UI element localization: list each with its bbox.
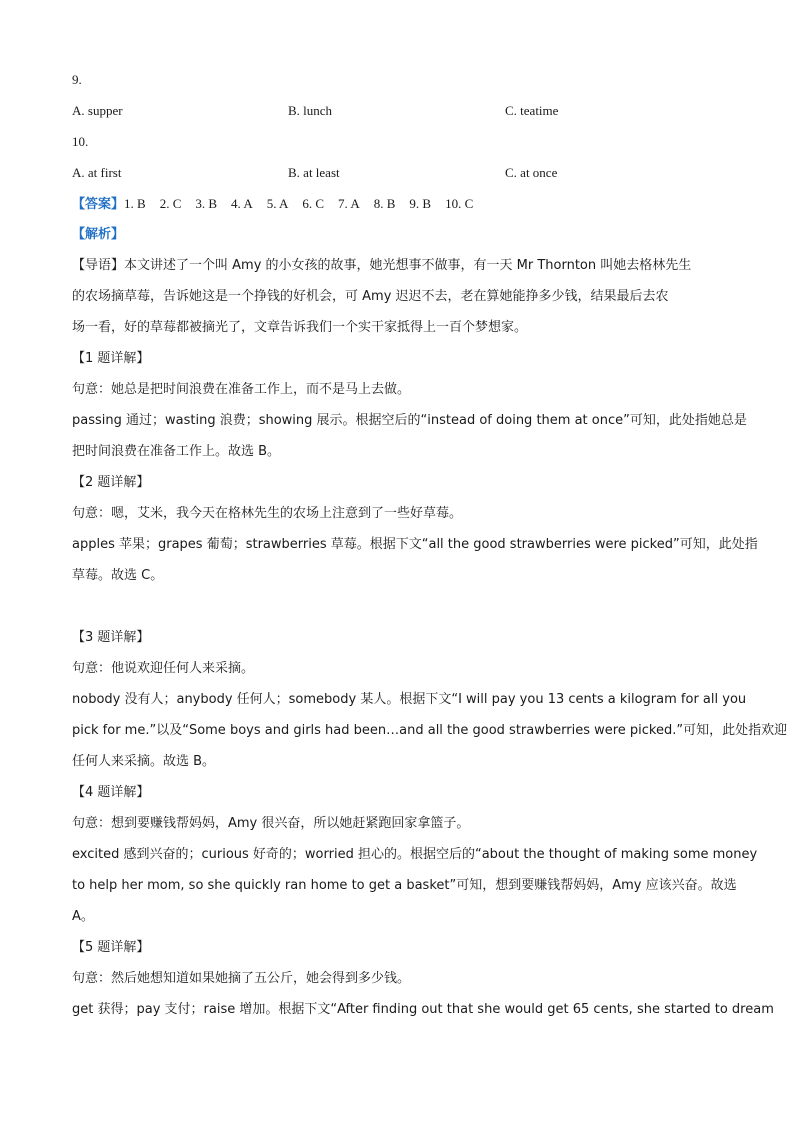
answer-item: 1. B [124,196,146,211]
detail-line: 把时间浪费在准备工作上。故选 B。 [72,444,281,459]
answer-item: 9. B [409,196,432,211]
answer-key [72,188,722,219]
question-10-options [72,157,722,188]
detail-line: apples 苹果；grapes 葡萄；strawberries 草莓。根据下文“all the good strawberries were picked”可知，此处指 [72,537,758,552]
question-10-number: 10. [72,134,89,149]
spacer [72,591,722,622]
detail-line: excited 感到兴奋的；curious 好奇的；worried 担心的。根据空后的“about the thought of making some money [72,847,758,862]
detail-line: pick for me.”以及“Some boys and girls had been…and all the good strawberries were picked.”可知，此处指欢迎 [72,723,788,738]
detail-line: A。 [72,909,94,924]
detail-line: 句意：他说欢迎任何人来采摘。 [72,661,255,676]
detail-line: to help her mom, so she quickly ran home to get a basket”可知，想到要赚钱帮妈妈，Amy 应该兴奋。故选 [72,878,737,893]
answer-item: 8. B [373,196,396,211]
detail-line: 句意：想到要赚钱帮妈妈，Amy 很兴奋，所以她赶紧跑回家拿篮子。 [72,816,470,831]
option-c: C. at once [505,165,558,180]
detail-line: nobody 没有人；anybody 任何人；somebody 某人。根据下文“I will pay you 13 cents a kilogram for all you [72,692,747,707]
option-b: B. lunch [288,103,333,118]
detail-line: 句意：她总是把时间浪费在准备工作上，而不是马上去做。 [72,382,411,397]
detail-line: get 获得；pay 支付；raise 增加。根据下文“After finding out that she would get 65 cents, she started to dream [72,1002,774,1017]
answer-item: 7. A [338,196,360,211]
detail-line: passing 通过；wasting 浪费；showing 展示。根据空后的“instead of doing them at once”可知，此处指她总是 [72,413,747,428]
answer-item: 4. A [231,196,253,211]
answer-label: 【答案】 [72,197,125,212]
answer-item: 2. C [159,196,182,211]
intro-line: 的农场摘草莓，告诉她这是一个挣钱的好机会，可 Amy 迟迟不去，老在算她能挣多少钱，结果最后去农 [72,289,669,304]
detail-heading: 【3 题详解】 [72,630,150,645]
detail-line: 草莓。故选 C。 [72,568,164,583]
answer-item: 10. C [445,196,474,211]
question-9-options [72,95,722,126]
detail-heading: 【4 题详解】 [72,785,150,800]
answer-item: 5. A [266,196,289,211]
option-c: C. teatime [505,103,559,118]
detail-heading: 【1 题详解】 [72,351,150,366]
intro-line: 【导语】本文讲述了一个叫 Amy 的小女孩的故事，她光想事不做事，有一天 Mr Thornton 叫她去格林先生 [72,258,692,273]
option-a: A. at first [72,165,122,180]
option-b: B. at least [288,165,340,180]
detail-line: 任何人来采摘。故选 B。 [72,754,216,769]
answer-item: 6. C [302,196,325,211]
question-9-number: 9. [72,72,82,87]
analysis-label: 【解析】 [72,227,125,242]
detail-line: 句意：嗯，艾米，我今天在格林先生的农场上注意到了一些好草莓。 [72,506,463,521]
detail-heading: 【5 题详解】 [72,940,150,955]
detail-heading: 【2 题详解】 [72,475,150,490]
answer-item: 3. B [195,196,218,211]
option-a: A. supper [72,103,123,118]
document-page [72,64,788,1025]
intro-line: 场一看，好的草莓都被摘光了，文章告诉我们一个实干家抵得上一百个梦想家。 [72,320,528,335]
detail-line: 句意：然后她想知道如果她摘了五公斤，她会得到多少钱。 [72,971,411,986]
